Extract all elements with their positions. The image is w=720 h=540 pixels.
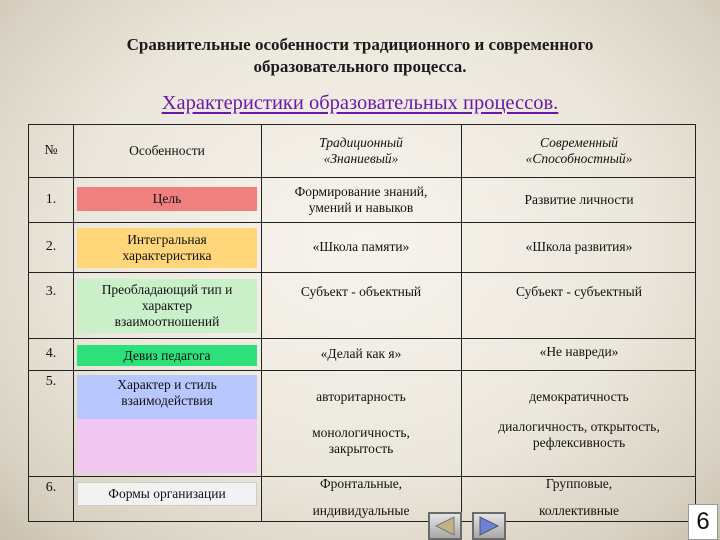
row5-modern-a: демократичность [529, 389, 629, 404]
row6-feature: Формы организации [108, 486, 226, 501]
row5-feature-bg-extra [77, 419, 257, 473]
row1-modern: Развитие личности [524, 191, 634, 207]
prev-slide-button[interactable] [428, 512, 462, 540]
slide-title-line2: образовательного процесса. [253, 57, 467, 76]
slide-title [60, 34, 660, 78]
row6-num: 6. [45, 480, 57, 495]
arrow-right-icon [478, 516, 500, 536]
comparison-table [28, 124, 696, 522]
header-num: № [44, 143, 58, 158]
row5-modern-b: диалогичность, открытость, рефлексивность [498, 419, 660, 450]
page-number: 6 [688, 504, 718, 540]
row1-num: 1. [45, 191, 57, 207]
row2-feature: Интегральная характеристика [122, 232, 212, 263]
row3-traditional: Субъект - объектный [300, 284, 422, 299]
row5-feature: Характер и стиль взаимодействия [117, 377, 217, 408]
row6-modern-a: Групповые, [545, 476, 613, 491]
row1-traditional: Формирование знаний, умений и навыков [294, 183, 428, 215]
arrow-left-icon [434, 516, 456, 536]
row2-traditional: «Школа памяти» [312, 239, 410, 254]
header-features: Особенности [129, 143, 205, 158]
grid-line [29, 370, 695, 371]
row2-modern: «Школа развития» [525, 239, 633, 254]
row3-modern: Субъект - субъектный [516, 284, 642, 299]
row6-modern-b: коллективные [538, 503, 620, 518]
row5-num: 5. [45, 374, 57, 389]
row6-traditional-a: Фронтальные, [319, 476, 403, 491]
row3-feature: Преобладающий тип и характер взаимоотношений [101, 282, 233, 329]
row1-feature: Цель [152, 191, 182, 206]
next-slide-button[interactable] [472, 512, 506, 540]
row4-feature: Девиз педагога [123, 347, 211, 363]
row5-traditional-b: монологичность, закрытость [312, 425, 410, 456]
header-modern: Современный «Способностный» [525, 135, 633, 166]
row2-num: 2. [45, 239, 57, 254]
row5-traditional-a: авторитарность [316, 389, 406, 404]
row3-num: 3. [45, 284, 57, 299]
slide-title-line1: Сравнительные особенности традиционного и современного [126, 35, 594, 54]
row4-num: 4. [45, 346, 57, 361]
slide-subtitle: Характеристики образовательных процессов. [161, 92, 559, 114]
row4-modern: «Не навреди» [539, 344, 619, 359]
grid-line [73, 125, 74, 521]
row4-traditional: «Делай как я» [320, 346, 402, 361]
row6-traditional-b: индивидуальные [312, 503, 410, 518]
header-traditional: Традиционный «Знаниевый» [319, 135, 403, 166]
